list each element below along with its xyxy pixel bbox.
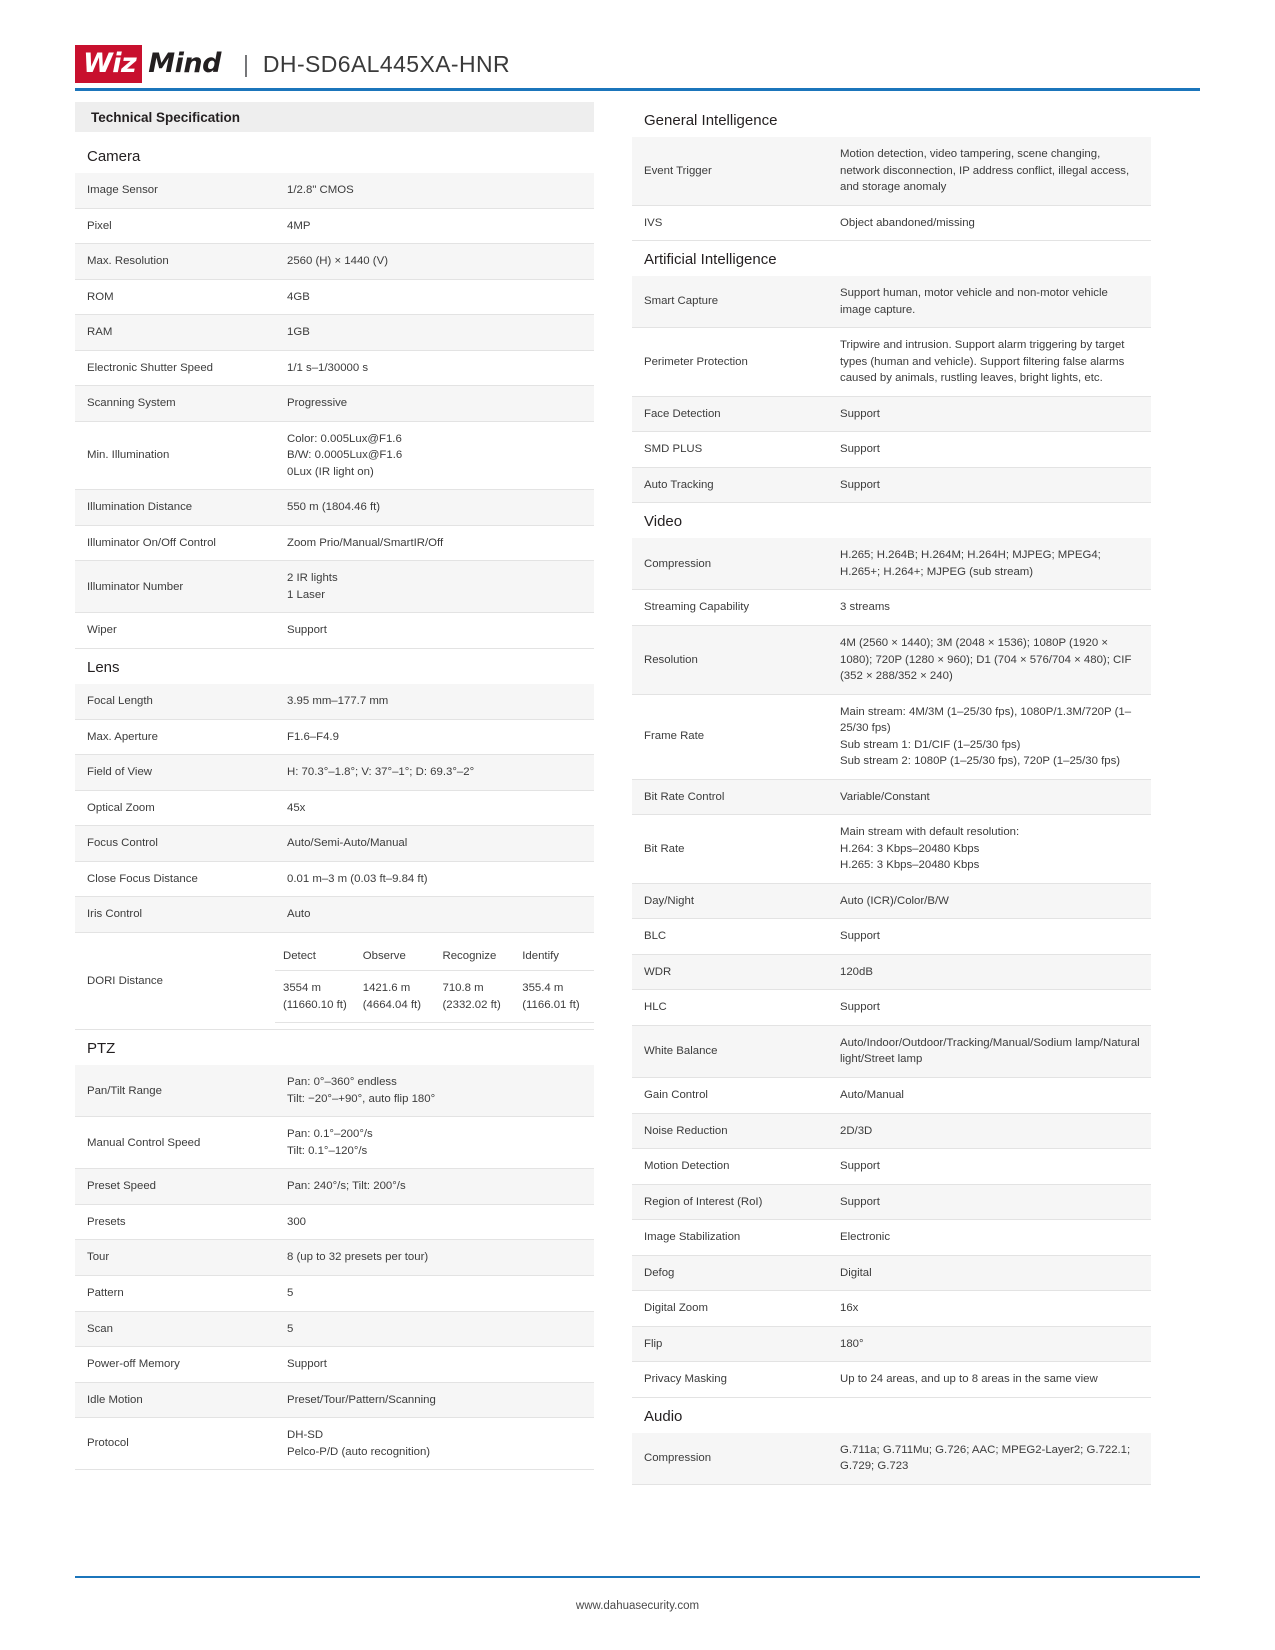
table-row (632, 137, 1151, 205)
spec-value: Support (275, 613, 594, 649)
spec-key: Day/Night (632, 883, 828, 919)
spec-key: Motion Detection (632, 1149, 828, 1185)
spec-key: IVS (632, 205, 828, 241)
spec-key: Manual Control Speed (75, 1117, 275, 1169)
table-row (75, 244, 594, 280)
footer-url: www.dahuasecurity.com (575, 1600, 700, 1612)
spec-key: Auto Tracking (632, 467, 828, 503)
spec-value: Support (828, 919, 1151, 955)
spec-value: 4GB (275, 279, 594, 315)
spec-key: Illumination Distance (75, 490, 275, 526)
spec-value: Tripwire and intrusion. Support alarm triggering by target types (human and vehicle). Support filtering false alarms caused by animals, rustling leaves, bright lights, etc. (828, 328, 1151, 397)
spec-key: Frame Rate (632, 694, 828, 779)
table-row (75, 421, 594, 490)
spec-value: F1.6–F4.9 (275, 719, 594, 755)
spec-value: 2 IR lights 1 Laser (275, 561, 594, 613)
spec-value: Auto/Semi-Auto/Manual (275, 826, 594, 862)
spec-key: Pattern (75, 1276, 275, 1312)
table-row (75, 613, 594, 649)
table-row (75, 1311, 594, 1347)
table-row (75, 1117, 594, 1169)
spec-key: Close Focus Distance (75, 861, 275, 897)
dori-header: Identify (514, 939, 594, 971)
spec-value: Motion detection, video tampering, scene changing, network disconnection, IP address conflict, illegal access, and storage anomaly (828, 137, 1151, 205)
table-row (75, 350, 594, 386)
table-row (632, 694, 1151, 779)
table-row (632, 954, 1151, 990)
spec-value: Auto/Manual (828, 1078, 1151, 1114)
header-divider (75, 88, 1200, 91)
spec-value: 3 streams (828, 590, 1151, 626)
spec-value: Support (828, 467, 1151, 503)
table-row (75, 1418, 594, 1470)
spec-value: H.265; H.264B; H.264M; H.264H; MJPEG; MPEG4; H.265+; H.264+; MJPEG (sub stream) (828, 538, 1151, 590)
table-row (632, 1326, 1151, 1362)
table-row (75, 386, 594, 422)
dori-value: 3554 m (11660.10 ft) (275, 971, 355, 1023)
spec-value: Support (828, 396, 1151, 432)
spec-key: Field of View (75, 755, 275, 791)
dori-value: 710.8 m (2332.02 ft) (435, 971, 515, 1023)
table-row (75, 933, 594, 1030)
spec-value: Support human, motor vehicle and non-motor vehicle image capture. (828, 276, 1151, 328)
table-row (75, 279, 594, 315)
spec-value: 550 m (1804.46 ft) (275, 490, 594, 526)
spec-key: Power-off Memory (75, 1347, 275, 1383)
section-title-general-intelligence: General Intelligence (644, 112, 778, 129)
spec-value: Up to 24 areas, and up to 8 areas in the same view (828, 1362, 1151, 1398)
spec-table (75, 684, 594, 933)
table-row (632, 276, 1151, 328)
wizmind-logo (75, 44, 225, 84)
table-row (632, 990, 1151, 1026)
spec-key: Compression (632, 538, 828, 590)
spec-key: Scan (75, 1311, 275, 1347)
spec-key: Streaming Capability (632, 590, 828, 626)
footer-divider (75, 1576, 1200, 1578)
table-row (632, 625, 1151, 694)
table-row (632, 919, 1151, 955)
table-row (632, 1184, 1151, 1220)
spec-value: Main stream with default resolution: H.264: 3 Kbps–20480 Kbps H.265: 3 Kbps–20480 Kbps (828, 815, 1151, 884)
table-row (75, 684, 594, 719)
page-header (75, 36, 1200, 92)
left-column (75, 102, 594, 1485)
spec-key: Presets (75, 1204, 275, 1240)
dori-value: 1421.6 m (4664.04 ft) (355, 971, 435, 1023)
spec-key: Max. Resolution (75, 244, 275, 280)
section-title-ptz: PTZ (87, 1040, 116, 1058)
table-row (632, 779, 1151, 815)
spec-key: Face Detection (632, 396, 828, 432)
spec-key: DORI Distance (75, 933, 275, 1030)
dori-header: Observe (355, 939, 435, 971)
table-row (632, 883, 1151, 919)
right-column (632, 102, 1151, 1485)
table-row (75, 755, 594, 791)
table-row (75, 719, 594, 755)
dori-grid (275, 933, 594, 1030)
spec-key: Idle Motion (75, 1382, 275, 1418)
spec-key: Iris Control (75, 897, 275, 933)
spec-key: Preset Speed (75, 1169, 275, 1205)
spec-key: Bit Rate (632, 815, 828, 884)
table-row (75, 525, 594, 561)
spec-value: Support (828, 1184, 1151, 1220)
spec-key: Compression (632, 1433, 828, 1485)
table-row (632, 1113, 1151, 1149)
spec-value: Color: 0.005Lux@F1.6 B/W: 0.0005Lux@F1.6 0Lux (IR light on) (275, 421, 594, 490)
spec-value: Pan: 240°/s; Tilt: 200°/s (275, 1169, 594, 1205)
table-row (632, 1255, 1151, 1291)
technical-specification-banner: Technical Specification (75, 102, 594, 132)
spec-key: Max. Aperture (75, 719, 275, 755)
spec-columns (75, 102, 1200, 1485)
section-title-video: Video (644, 513, 683, 531)
table-row (75, 1382, 594, 1418)
spec-table (75, 1065, 594, 1470)
table-row (632, 815, 1151, 884)
spec-value: 120dB (828, 954, 1151, 990)
spec-table (632, 538, 1151, 1397)
spec-table (632, 137, 1151, 241)
section-title-artificial-intelligence: Artificial Intelligence (644, 251, 777, 269)
spec-key: Gain Control (632, 1078, 828, 1114)
spec-key: ROM (75, 279, 275, 315)
spec-value: DH-SD Pelco-P/D (auto recognition) (275, 1418, 594, 1470)
table-row (75, 1169, 594, 1205)
spec-key: Pixel (75, 208, 275, 244)
table-row (632, 1025, 1151, 1077)
table-row (75, 897, 594, 933)
dori-distance-table (75, 933, 594, 1031)
spec-value: Zoom Prio/Manual/SmartIR/Off (275, 525, 594, 561)
table-row (632, 1078, 1151, 1114)
spec-key: Digital Zoom (632, 1291, 828, 1327)
spec-key: Pan/Tilt Range (75, 1065, 275, 1117)
spec-value: Auto (275, 897, 594, 933)
spec-value: 16x (828, 1291, 1151, 1327)
spec-value: Support (828, 990, 1151, 1026)
table-row (632, 205, 1151, 241)
table-row (632, 328, 1151, 397)
spec-value: Support (828, 432, 1151, 468)
spec-value: Support (828, 1149, 1151, 1185)
spec-key: Illuminator On/Off Control (75, 525, 275, 561)
dori-value: 355.4 m (1166.01 ft) (514, 971, 594, 1023)
spec-key: Flip (632, 1326, 828, 1362)
table-row (75, 490, 594, 526)
spec-value: 300 (275, 1204, 594, 1240)
spec-key: Wiper (75, 613, 275, 649)
spec-key: BLC (632, 919, 828, 955)
spec-key: Noise Reduction (632, 1113, 828, 1149)
spec-value: Support (275, 1347, 594, 1383)
spec-value: Auto (ICR)/Color/B/W (828, 883, 1151, 919)
section-title-camera: Camera (87, 148, 141, 165)
spec-key: HLC (632, 990, 828, 1026)
spec-value: Main stream: 4M/3M (1–25/30 fps), 1080P/1.3M/720P (1–25/30 fps) Sub stream 1: D1/CIF (1–25/30 fps) Sub stream 2: 1080P (1–25/30 fps), 720P (1–25/30 fps) (828, 694, 1151, 779)
table-row (75, 1276, 594, 1312)
table-row (632, 1220, 1151, 1256)
spec-value: 1/1 s–1/30000 s (275, 350, 594, 386)
header-separator: | (242, 50, 249, 77)
spec-key: Region of Interest (RoI) (632, 1184, 828, 1220)
spec-value: Object abandoned/missing (828, 205, 1151, 241)
spec-value: 5 (275, 1311, 594, 1347)
table-row (75, 315, 594, 351)
table-row (75, 1240, 594, 1276)
table-row (632, 590, 1151, 626)
spec-table (632, 1433, 1151, 1485)
spec-key: Min. Illumination (75, 421, 275, 490)
spec-value: G.711a; G.711Mu; G.726; AAC; MPEG2-Layer2; G.722.1; G.729; G.723 (828, 1433, 1151, 1485)
spec-value: 45x (275, 790, 594, 826)
spec-value: 5 (275, 1276, 594, 1312)
spec-value: 8 (up to 32 presets per tour) (275, 1240, 594, 1276)
table-row (632, 1362, 1151, 1398)
table-row (75, 173, 594, 208)
spec-value: 1GB (275, 315, 594, 351)
table-row (75, 790, 594, 826)
section-title-audio: Audio (644, 1407, 683, 1425)
spec-value: Variable/Constant (828, 779, 1151, 815)
spec-value: Preset/Tour/Pattern/Scanning (275, 1382, 594, 1418)
dori-header: Detect (275, 939, 355, 971)
model-number: DH-SD6AL445XA-HNR (262, 50, 511, 77)
table-row (632, 467, 1151, 503)
table-row (632, 1291, 1151, 1327)
table-row (75, 208, 594, 244)
logo-mind-text: Mind (148, 48, 221, 79)
spec-key: Smart Capture (632, 276, 828, 328)
spec-value: 3.95 mm–177.7 mm (275, 684, 594, 719)
dori-header: Recognize (435, 939, 515, 971)
table-row (75, 861, 594, 897)
spec-key: Event Trigger (632, 137, 828, 205)
spec-key: Privacy Masking (632, 1362, 828, 1398)
spec-value: Auto/Indoor/Outdoor/Tracking/Manual/Sodium lamp/Natural light/Street lamp (828, 1025, 1151, 1077)
spec-value: 2560 (H) × 1440 (V) (275, 244, 594, 280)
spec-value: 180° (828, 1326, 1151, 1362)
spec-value: 0.01 m–3 m (0.03 ft–9.84 ft) (275, 861, 594, 897)
table-row (632, 1433, 1151, 1485)
spec-value: Pan: 0°–360° endless Tilt: −20°–+90°, auto flip 180° (275, 1065, 594, 1117)
spec-key: SMD PLUS (632, 432, 828, 468)
table-row (75, 826, 594, 862)
logo-wiz-text: Wiz (75, 45, 142, 83)
spec-value: Progressive (275, 386, 594, 422)
spec-value: H: 70.3°–1.8°; V: 37°–1°; D: 69.3°–2° (275, 755, 594, 791)
spec-key: Optical Zoom (75, 790, 275, 826)
spec-key: Image Sensor (75, 173, 275, 208)
spec-value: Electronic (828, 1220, 1151, 1256)
spec-key: Illuminator Number (75, 561, 275, 613)
spec-key: WDR (632, 954, 828, 990)
spec-key: Bit Rate Control (632, 779, 828, 815)
spec-value: Pan: 0.1°–200°/s Tilt: 0.1°–120°/s (275, 1117, 594, 1169)
spec-value: 4M (2560 × 1440); 3M (2048 × 1536); 1080P (1920 × 1080); 720P (1280 × 960); D1 (704 × 576/704 × 480); CIF (352 × 288/352 × 240) (828, 625, 1151, 694)
table-row (632, 432, 1151, 468)
spec-key: Focus Control (75, 826, 275, 862)
spec-key: Scanning System (75, 386, 275, 422)
spec-value: 2D/3D (828, 1113, 1151, 1149)
spec-value: Digital (828, 1255, 1151, 1291)
spec-key: Perimeter Protection (632, 328, 828, 397)
spec-key: Focal Length (75, 684, 275, 719)
spec-value: 4MP (275, 208, 594, 244)
table-row (75, 1347, 594, 1383)
section-title-lens: Lens (87, 658, 120, 676)
table-row (75, 1065, 594, 1117)
table-row (632, 538, 1151, 590)
spec-key: Protocol (75, 1418, 275, 1470)
spec-key: Defog (632, 1255, 828, 1291)
spec-key: Image Stabilization (632, 1220, 828, 1256)
table-row (75, 561, 594, 613)
table-row (632, 396, 1151, 432)
spec-key: Electronic Shutter Speed (75, 350, 275, 386)
spec-value: 1/2.8" CMOS (275, 173, 594, 208)
table-row (75, 1204, 594, 1240)
spec-key: Resolution (632, 625, 828, 694)
spec-key: RAM (75, 315, 275, 351)
spec-key: White Balance (632, 1025, 828, 1077)
spec-table (632, 276, 1151, 503)
table-row (632, 1149, 1151, 1185)
spec-table (75, 173, 594, 649)
spec-key: Tour (75, 1240, 275, 1276)
